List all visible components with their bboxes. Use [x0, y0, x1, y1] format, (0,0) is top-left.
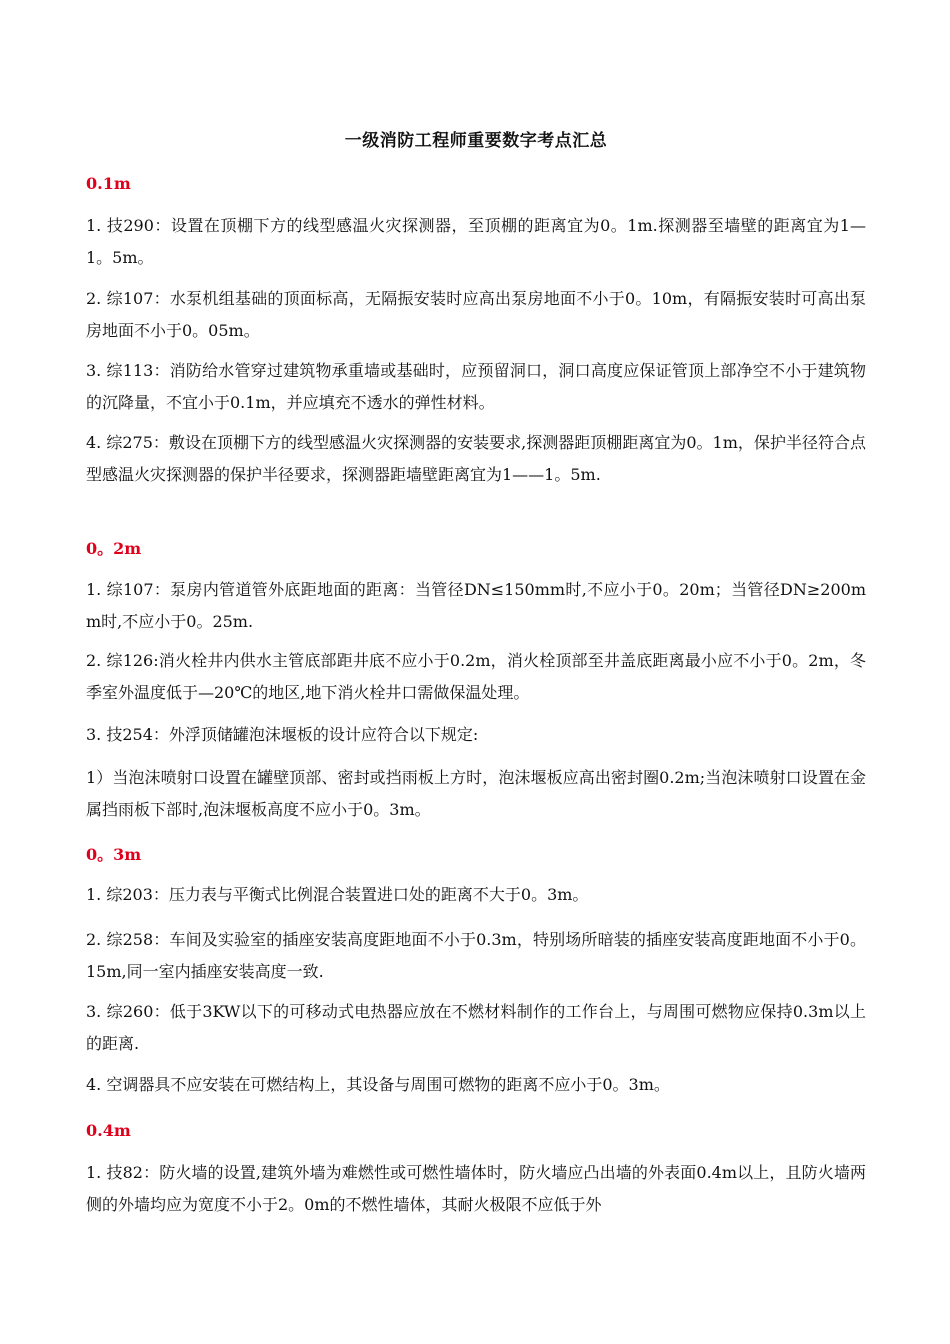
paragraph: 2. 综258：车间及实验室的插座安装高度距地面不小于0.3m，特别场所暗装的插座安装高度距地面不小于0。15m,同一室内插座安装高度一致.	[86, 930, 866, 981]
section-heading-0-1m: 0.1m	[86, 174, 131, 193]
section-heading-0-2m: 0。2m	[86, 539, 142, 558]
paragraph: 3. 综260：低于3KW以下的可移动式电热器应放在不燃材料制作的工作台上，与周围可燃物应保持0.3m以上的距离.	[86, 1002, 866, 1053]
paragraph: 3. 综113：消防给水管穿过建筑物承重墙或基础时，应预留洞口，洞口高度应保证管顶上部净空不小于建筑物的沉降量，不宜小于0.1m，并应填充不透水的弹性材料。	[86, 361, 866, 412]
paragraph: 2. 综107：水泵机组基础的顶面标高，无隔振安装时应高出泵房地面不小于0。10m，有隔振安装时可高出泵房地面不小于0。05m。	[86, 289, 866, 340]
paragraph: 1）当泡沫喷射口设置在罐壁顶部、密封或挡雨板上方时，泡沫堰板应高出密封圈0.2m;当泡沫喷射口设置在金属挡雨板下部时,泡沫堰板高度不应小于0。3m。	[86, 768, 866, 819]
paragraph: 3. 技254：外浮顶储罐泡沫堰板的设计应符合以下规定:	[86, 725, 479, 744]
paragraph: 1. 技82：防火墙的设置,建筑外墙为难燃性或可燃性墙体时，防火墙应凸出墙的外表面0.4m以上，且防火墙两侧的外墙均应为宽度不小于2。0m的不燃性墙体，其耐火极限不应低于外	[86, 1163, 866, 1214]
paragraph: 1. 技290：设置在顶棚下方的线型感温火灾探测器，至顶棚的距离宜为0。1m.探测器至墙壁的距离宜为1—1。5m。	[86, 216, 866, 267]
section-heading-0-3m: 0。3m	[86, 845, 142, 864]
document-title: 一级消防工程师重要数字考点汇总	[344, 131, 608, 151]
paragraph: 1. 综203：压力表与平衡式比例混合装置进口处的距离不大于0。3m。	[86, 885, 589, 904]
section-heading-0-4m: 0.4m	[86, 1121, 131, 1140]
paragraph: 4. 综275：敷设在顶棚下方的线型感温火灾探测器的安装要求,探测器距顶棚距离宜为0。1m，保护半径符合点型感温火灾探测器的保护半径要求，探测器距墙壁距离宜为1——1。5m.	[86, 433, 866, 484]
paragraph: 2. 综126:消火栓井内供水主管底部距井底不应小于0.2m，消火栓顶部至井盖底距离最小应不小于0。2m，冬季室外温度低于—20℃的地区,地下消火栓井口需做保温处理。	[86, 651, 866, 702]
paragraph: 4. 空调器具不应安装在可燃结构上，其设备与周围可燃物的距离不应小于0。3m。	[86, 1075, 670, 1094]
paragraph: 1. 综107：泵房内管道管外底距地面的距离：当管径DN≤150mm时,不应小于0。20m；当管径DN≥200mm时,不应小于0。25m.	[86, 580, 866, 631]
